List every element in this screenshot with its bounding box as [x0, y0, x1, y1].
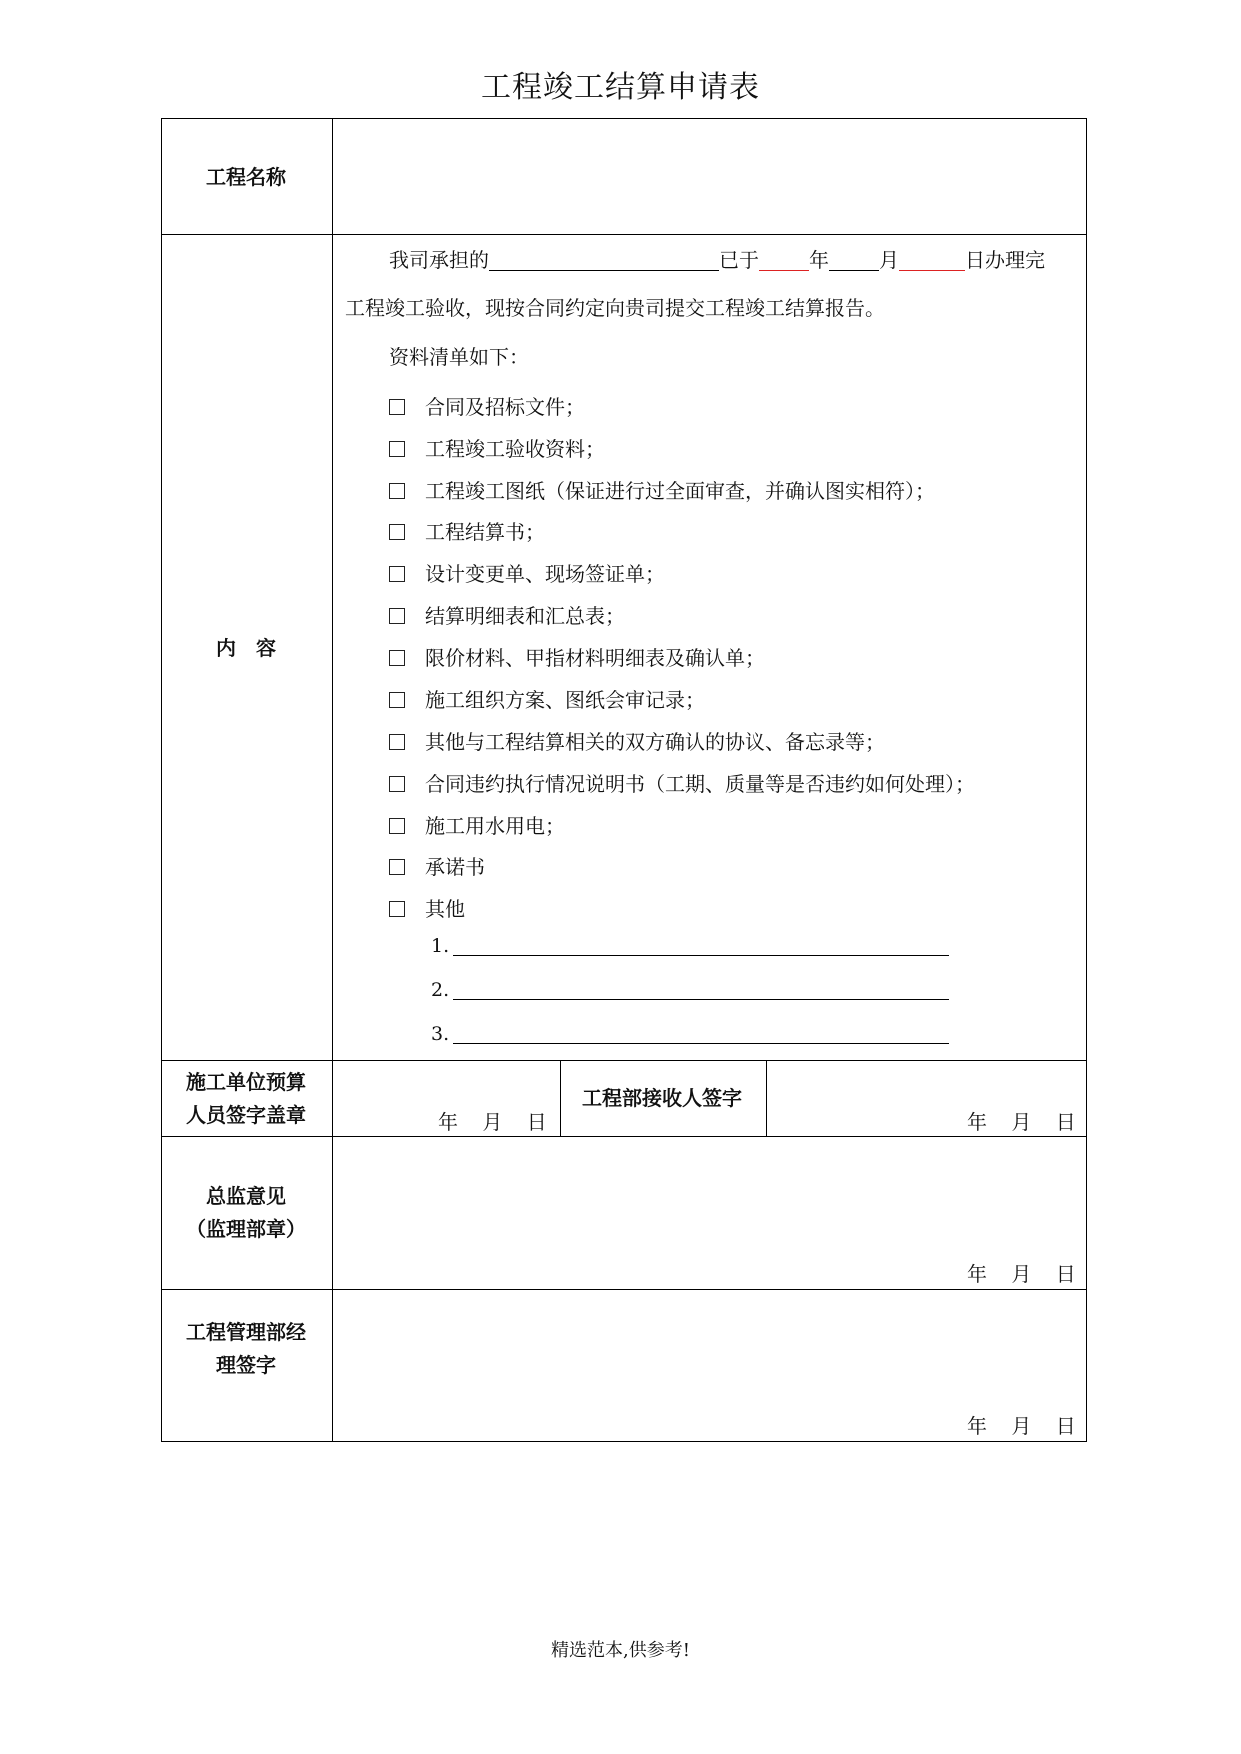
statement-month: 月	[879, 248, 899, 272]
statement-suffix: 日办理完	[965, 248, 1045, 272]
form-title: 工程竣工结算申请表	[481, 70, 760, 105]
checklist-item-label: 设计变更单、现场签证单；	[425, 562, 665, 586]
statement-prefix: 我司承担的	[389, 248, 489, 272]
manager-sign-label-line2: 理签字	[216, 1353, 276, 1377]
receiver-sign-date: 年 月 日	[967, 1110, 1076, 1134]
checkbox[interactable]	[389, 566, 405, 582]
other-line-blank[interactable]	[453, 955, 949, 956]
statement-year: 年	[809, 248, 829, 272]
manager-sign-label-line1: 工程管理部经	[186, 1320, 306, 1344]
checklist-item[interactable]	[389, 560, 665, 588]
checkbox[interactable]	[389, 776, 405, 792]
checkbox[interactable]	[389, 692, 405, 708]
checklist-item-label: 其他	[425, 897, 465, 921]
checklist-item[interactable]	[389, 393, 585, 421]
checklist-item[interactable]	[389, 895, 465, 923]
checklist-item[interactable]	[389, 477, 935, 505]
supervisor-opinion-date: 年 月 日	[967, 1262, 1076, 1286]
checklist-item[interactable]	[389, 644, 765, 672]
other-line-blank[interactable]	[453, 1043, 949, 1044]
receiver-sign-label: 工程部接收人签字	[582, 1086, 742, 1110]
checklist-item[interactable]	[389, 602, 625, 630]
checkbox[interactable]	[389, 859, 405, 875]
checklist-item[interactable]	[389, 853, 485, 881]
project-name-field[interactable]	[334, 120, 1084, 230]
checkbox[interactable]	[389, 399, 405, 415]
row-divider	[162, 1289, 1086, 1290]
checkbox[interactable]	[389, 483, 405, 499]
checklist-item-label: 合同及招标文件；	[425, 395, 585, 419]
content-label: 内 容	[216, 636, 276, 660]
contractor-sign-label	[161, 1066, 331, 1132]
contractor-sign-date: 年 月 日	[438, 1110, 547, 1134]
other-line-number: 3.	[431, 1023, 450, 1045]
checklist-item-label: 工程竣工验收资料；	[425, 437, 605, 461]
other-line-number: 1.	[431, 935, 450, 957]
list-intro: 资料清单如下：	[389, 345, 529, 369]
supervisor-opinion-label	[161, 1180, 331, 1246]
year-blank[interactable]	[759, 248, 809, 271]
project-name-label: 工程名称	[206, 165, 286, 189]
checklist-item-label: 合同违约执行情况说明书（工期、质量等是否违约如何处理）；	[425, 772, 975, 796]
checklist-item-label: 施工组织方案、图纸会审记录；	[425, 688, 705, 712]
checklist-item[interactable]	[389, 728, 885, 756]
checklist-item-label: 施工用水用电；	[425, 814, 565, 838]
row-divider	[162, 234, 1086, 235]
checkbox[interactable]	[389, 818, 405, 834]
manager-sign-date: 年 月 日	[967, 1414, 1076, 1438]
checklist-item-label: 承诺书	[425, 855, 485, 879]
checkbox[interactable]	[389, 901, 405, 917]
checklist-item-label: 其他与工程结算相关的双方确认的协议、备忘录等；	[425, 730, 885, 754]
checklist-item[interactable]	[389, 812, 565, 840]
checklist-item-label: 工程结算书；	[425, 520, 545, 544]
row-divider	[162, 1136, 1086, 1137]
checklist-item-label: 工程竣工图纸（保证进行过全面审查，并确认图实相符）；	[425, 479, 935, 503]
supervisor-opinion-label-line1: 总监意见	[206, 1184, 286, 1208]
checklist-item[interactable]	[389, 686, 705, 714]
checklist-item[interactable]	[389, 518, 545, 546]
day-blank[interactable]	[899, 248, 965, 271]
month-blank[interactable]	[829, 248, 879, 271]
contractor-sign-label-line2: 人员签字盖章	[186, 1103, 306, 1127]
checkbox[interactable]	[389, 608, 405, 624]
row-divider	[162, 1060, 1086, 1061]
checkbox[interactable]	[389, 441, 405, 457]
checkbox[interactable]	[389, 734, 405, 750]
checkbox[interactable]	[389, 650, 405, 666]
checklist-item[interactable]	[389, 435, 605, 463]
other-line-blank[interactable]	[453, 999, 949, 1000]
statement-mid: 已于	[719, 248, 759, 272]
checkbox[interactable]	[389, 524, 405, 540]
column-divider	[332, 119, 333, 1441]
manager-sign-label	[161, 1316, 331, 1382]
supervisor-opinion-label-line2: （监理部章）	[186, 1217, 306, 1241]
checklist-item-label: 限价材料、甲指材料明细表及确认单；	[425, 646, 765, 670]
other-line-number: 2.	[431, 979, 450, 1001]
statement-line-1	[389, 246, 1045, 274]
column-divider	[766, 1060, 767, 1136]
page-footer: 精选范本,供参考!	[551, 1640, 690, 1661]
contractor-sign-label-line1: 施工单位预算	[186, 1070, 306, 1094]
project-blank[interactable]	[489, 248, 719, 271]
checklist-item[interactable]	[389, 770, 975, 798]
statement-line-2: 工程竣工验收，现按合同约定向贵司提交工程竣工结算报告。	[345, 296, 885, 320]
checklist-item-label: 结算明细表和汇总表；	[425, 604, 625, 628]
